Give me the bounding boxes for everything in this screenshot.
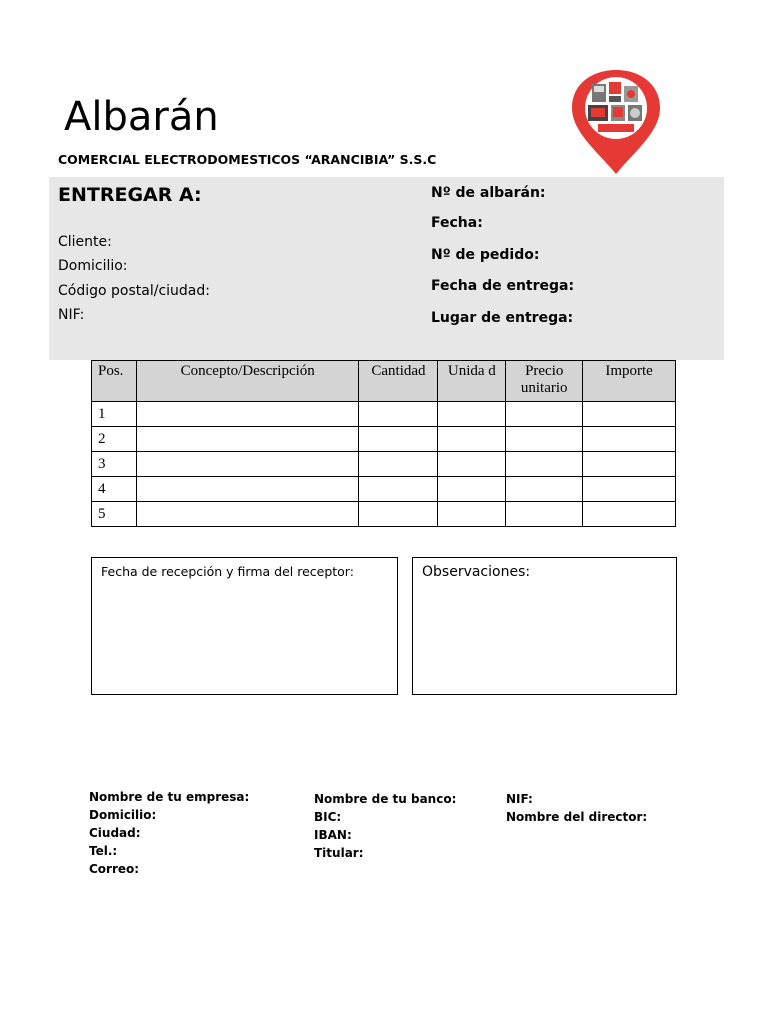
date-label: Fecha: — [431, 215, 483, 231]
table-row — [92, 402, 676, 427]
table-header-row — [92, 361, 676, 402]
address-label: Domicilio: — [58, 258, 128, 274]
amount-cell[interactable] — [583, 427, 676, 452]
observations-box[interactable] — [412, 557, 677, 695]
footer-nif-label: NIF: — [506, 792, 533, 806]
receipt-signature-label: Fecha de recepción y firma del receptor: — [101, 564, 354, 579]
footer-iban-label: IBAN: — [314, 828, 352, 842]
delivery-note-number-label: Nº de albarán: — [431, 185, 546, 201]
row-position: 3 — [92, 452, 137, 477]
footer-bank-name-label: Nombre de tu banco: — [314, 792, 457, 806]
appliance-store-logo-icon — [568, 68, 664, 176]
unit-cell[interactable] — [438, 427, 506, 452]
delivery-date-label: Fecha de entrega: — [431, 278, 575, 294]
quantity-cell[interactable] — [359, 477, 438, 502]
row-position: 5 — [92, 502, 137, 527]
footer-bank-column — [314, 790, 456, 862]
amount-cell[interactable] — [583, 402, 676, 427]
footer-nif-column — [506, 790, 647, 826]
amount-cell[interactable] — [583, 452, 676, 477]
footer-email-label: Correo: — [89, 862, 140, 876]
unit-cell[interactable] — [438, 402, 506, 427]
table-row — [92, 427, 676, 452]
footer-holder-label: Titular: — [314, 846, 364, 860]
amount-cell[interactable] — [583, 477, 676, 502]
column-header-unit-price: Precio unitario — [506, 361, 583, 402]
footer-address-label: Domicilio: — [89, 808, 157, 822]
row-position: 2 — [92, 427, 137, 452]
column-header-pos: Pos. — [92, 361, 137, 402]
nif-label: NIF: — [58, 307, 85, 323]
row-position: 4 — [92, 477, 137, 502]
order-number-label: Nº de pedido: — [431, 247, 540, 263]
footer-company-column — [89, 788, 249, 878]
company-name: COMERCIAL ELECTRODOMESTICOS “ARANCIBIA” S.S.C — [58, 152, 437, 167]
postal-code-city-label: Código postal/ciudad: — [58, 283, 210, 299]
quantity-cell[interactable] — [359, 402, 438, 427]
column-header-amount: Importe — [583, 361, 676, 402]
unit-cell[interactable] — [438, 452, 506, 477]
quantity-cell[interactable] — [359, 502, 438, 527]
unit-cell[interactable] — [438, 502, 506, 527]
unit-price-cell[interactable] — [506, 452, 583, 477]
quantity-cell[interactable] — [359, 427, 438, 452]
row-position: 1 — [92, 402, 137, 427]
document-title: Albarán — [64, 94, 219, 140]
client-label: Cliente: — [58, 234, 112, 250]
items-table — [91, 360, 676, 527]
column-header-description: Concepto/Descripción — [136, 361, 359, 402]
column-header-quantity: Cantidad — [359, 361, 438, 402]
table-row — [92, 452, 676, 477]
footer-city-label: Ciudad: — [89, 826, 141, 840]
delivery-place-label: Lugar de entrega: — [431, 310, 574, 326]
unit-cell[interactable] — [438, 477, 506, 502]
description-cell[interactable] — [136, 452, 359, 477]
description-cell[interactable] — [136, 502, 359, 527]
description-cell[interactable] — [136, 427, 359, 452]
footer-company-name-label: Nombre de tu empresa: — [89, 790, 250, 804]
footer-phone-label: Tel.: — [89, 844, 118, 858]
footer-director-label: Nombre del director: — [506, 810, 648, 824]
column-header-unit: Unida d — [438, 361, 506, 402]
unit-price-cell[interactable] — [506, 427, 583, 452]
quantity-cell[interactable] — [359, 452, 438, 477]
deliver-to-heading: ENTREGAR A: — [58, 184, 202, 206]
amount-cell[interactable] — [583, 502, 676, 527]
receipt-signature-box[interactable] — [91, 557, 398, 695]
unit-price-cell[interactable] — [506, 402, 583, 427]
description-cell[interactable] — [136, 402, 359, 427]
footer-bic-label: BIC: — [314, 810, 342, 824]
table-row — [92, 477, 676, 502]
unit-price-cell[interactable] — [506, 502, 583, 527]
description-cell[interactable] — [136, 477, 359, 502]
observations-label: Observaciones: — [422, 564, 531, 580]
table-row — [92, 502, 676, 527]
unit-price-cell[interactable] — [506, 477, 583, 502]
